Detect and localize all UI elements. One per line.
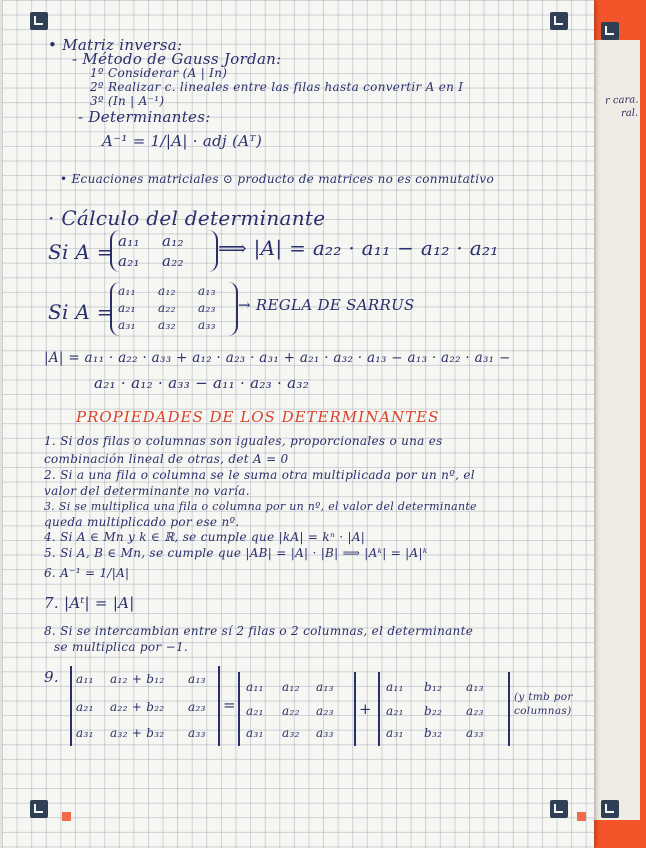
two-by-two-result: ⟹ |A| = a₂₂ · a₁₁ − a₁₂ · a₂₁ xyxy=(218,236,499,260)
calc-title: · Cálculo del determinante xyxy=(48,206,326,230)
determinants-label: - Determinantes: xyxy=(78,108,211,126)
det-cell: a₂₂ xyxy=(282,704,300,718)
property-6: 6. A⁻¹ = 1/|A| xyxy=(44,566,130,580)
det-cell: a₃₃ xyxy=(466,726,484,740)
matrix-cell: a₂₂ xyxy=(158,301,176,315)
gauss-step-2: 2º Realizar c. lineales entre las filas hasta convertir A en I xyxy=(90,80,464,94)
det-cell: a₂₃ xyxy=(466,704,484,718)
sarrus-expansion-line-1: |A| = a₁₁ · a₂₂ · a₃₃ + a₁₂ · a₂₃ · a₃₁ + a₂₁ · a₃₂ · a₁₃ − a₁₃ · a₂₂ · a₃₁ − xyxy=(44,350,511,366)
matrix-cell: a₂₃ xyxy=(198,301,216,315)
det-cell: b₂₂ xyxy=(424,704,443,718)
gauss-title: - Método de Gauss Jordan: xyxy=(72,50,282,68)
matrix-cell: a₂₁ xyxy=(118,301,136,315)
det-cell: a₃₂ + b₃₂ xyxy=(110,726,165,740)
underlying-page-text: r cara. xyxy=(604,94,639,107)
inverse-formula: A⁻¹ = 1/|A| · adj (Aᵀ) xyxy=(102,132,263,150)
corner-mark-icon xyxy=(550,800,568,818)
det-cell: a₃₃ xyxy=(316,726,334,740)
property-9-note: (y tmb por columnas) xyxy=(514,691,573,717)
sarrus-rule: → REGLA DE SARRUS xyxy=(238,296,415,314)
det-cell: b₁₂ xyxy=(424,680,443,694)
matrix-cell: a₃₂ xyxy=(158,318,176,332)
plus-sign: + xyxy=(359,700,372,718)
determinant-bar xyxy=(238,672,240,746)
corner-mark-icon xyxy=(30,12,48,30)
heading-inverse: • Matriz inversa: xyxy=(48,36,183,54)
property-3-cont: queda multiplicado por ese nº. xyxy=(44,515,240,529)
gauss-step-1: 1º Considerar (A | In) xyxy=(90,66,228,80)
det-cell: a₂₃ xyxy=(316,704,334,718)
det-cell: a₃₁ xyxy=(76,726,94,740)
det-cell: a₁₃ xyxy=(466,680,484,694)
matrix-cell: a₃₁ xyxy=(118,318,136,332)
det-cell: a₂₁ xyxy=(386,704,404,718)
notebook-page xyxy=(2,0,594,848)
det-cell: b₃₂ xyxy=(424,726,443,740)
det-cell: a₁₁ xyxy=(386,680,404,694)
det-cell: a₁₁ xyxy=(246,680,264,694)
matrix-3x3 xyxy=(110,282,238,336)
det-cell: a₃₁ xyxy=(386,726,404,740)
determinant-bar xyxy=(508,672,510,746)
property-4: 4. Si A ∈ Mn y k ∈ ℝ, se cumple que |kA| = kⁿ · |A| xyxy=(44,530,366,544)
corner-mark-icon xyxy=(550,12,568,30)
det-cell: a₁₂ xyxy=(282,680,300,694)
determinant-bar xyxy=(218,666,220,746)
det-cell: a₁₂ + b₁₂ xyxy=(110,672,165,686)
det-cell: a₃₁ xyxy=(246,726,264,740)
matrix-cell: a₁₃ xyxy=(198,284,216,298)
det-cell: a₃₃ xyxy=(188,726,206,740)
gauss-step-3: 3º (In | A⁻¹) xyxy=(90,94,165,108)
matrix-cell: a₁₂ xyxy=(162,232,184,250)
determinant-bar xyxy=(70,666,72,746)
sarrus-expansion-line-2: a₂₁ · a₁₂ · a₃₃ − a₁₁ · a₂₃ · a₃₂ xyxy=(94,374,310,392)
matrix-cell: a₁₁ xyxy=(118,284,136,298)
matrix-cell: a₂₁ xyxy=(118,252,140,270)
property-1: 1. Si dos filas o columnas son iguales, proporcionales o una es xyxy=(44,434,443,448)
determinant-bar xyxy=(354,672,356,746)
matrix-cell: a₃₃ xyxy=(198,318,216,332)
det-cell: a₂₁ xyxy=(76,700,94,714)
underlying-page-text: ral. xyxy=(620,107,639,120)
property-5: 5. Si A, B ∈ Mn, se cumple que |AB| = |A| · |B| ⟹ |Aᵏ| = |A|ᵏ xyxy=(44,546,428,560)
corner-mark-icon xyxy=(601,22,619,40)
matrix-cell: a₂₂ xyxy=(162,252,184,270)
determinant-bar xyxy=(378,672,380,746)
red-square-mark xyxy=(577,812,586,821)
det-cell: a₁₁ xyxy=(76,672,94,686)
corner-mark-icon xyxy=(601,800,619,818)
property-8-cont: se multiplica por −1. xyxy=(54,640,188,654)
det-cell: a₂₂ + b₂₂ xyxy=(110,700,165,714)
property-7: 7. |Aᵗ| = |A| xyxy=(44,594,135,612)
property-1-cont: combinación lineal de otras, det A = 0 xyxy=(44,452,289,466)
red-square-mark xyxy=(62,812,71,821)
det-cell: a₁₃ xyxy=(188,672,206,686)
corner-mark-icon xyxy=(30,800,48,818)
property-2: 2. Si a una fila o columna se le suma otra multiplicada por un nº, el xyxy=(44,468,475,482)
equals-sign: = xyxy=(223,696,236,714)
det-cell: a₃₂ xyxy=(282,726,300,740)
matrix-cell: a₁₂ xyxy=(158,284,176,298)
two-by-two-prefix: Si A = xyxy=(48,240,114,264)
properties-title: PROPIEDADES DE LOS DETERMINANTES xyxy=(76,408,440,426)
property-8: 8. Si se intercambian entre sí 2 filas o 2 columnas, el determinante xyxy=(44,624,474,638)
property-3: 3. Si se multiplica una fila o columna por un nº, el valor del determinante xyxy=(44,500,477,513)
det-cell: a₁₃ xyxy=(316,680,334,694)
three-by-three-prefix: Si A = xyxy=(48,300,114,324)
matrix-2x2 xyxy=(110,230,218,272)
matrix-cell: a₁₁ xyxy=(118,232,140,250)
property-2-cont: valor del determinante no varía. xyxy=(44,484,250,498)
matrix-equations-note: • Ecuaciones matriciales ⊙ producto de matrices no es conmutativo xyxy=(60,172,494,186)
det-cell: a₂₃ xyxy=(188,700,206,714)
property-9-number: 9. xyxy=(44,668,59,686)
det-cell: a₂₁ xyxy=(246,704,264,718)
